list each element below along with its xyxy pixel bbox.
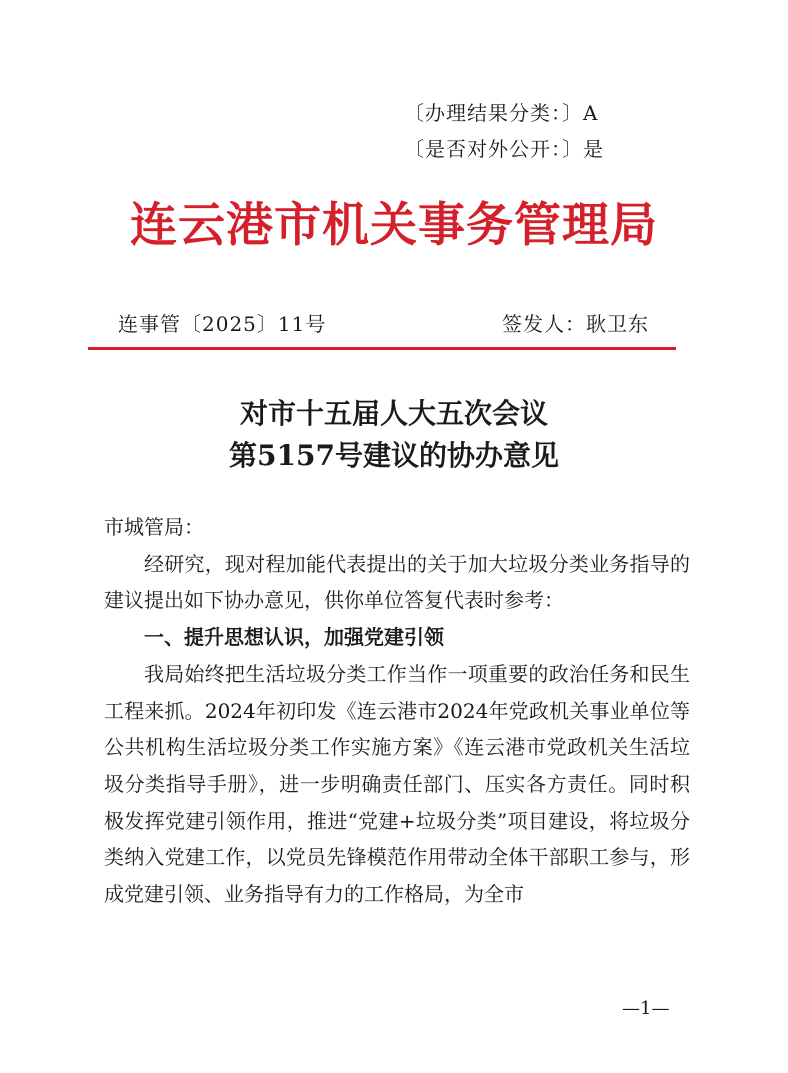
red-divider bbox=[88, 347, 676, 350]
document-title-line-2: 第5157号建议的协办意见 bbox=[229, 439, 559, 472]
document-body bbox=[104, 509, 690, 913]
paragraph-1: 经研究，现对程加能代表提出的关于加大垃圾分类业务指导的建议提出如下协办意见，供你单位答复代表时参考： bbox=[104, 551, 690, 613]
section-heading-1: 一、提升思想认识，加强党建引领 bbox=[144, 625, 444, 650]
signer: 签发人：耿卫东 bbox=[502, 312, 649, 336]
salutation: 市城管局： bbox=[104, 515, 204, 539]
organization-title: 连云港市机关事务管理局 bbox=[130, 198, 658, 253]
paragraph-2: 我局始终把生活垃圾分类工作当作一项重要的政治任务和民生工程来抓。2024年初印发《连云港市2024年党政机关事业单位等公共机构生活垃圾分类工作实施方案》《连云港市党政机关生活垃圾分类指导手册》，进一步明确责任部门、压实各方责任。同时积极发挥党建引领作用，推进“党建+垃圾分类”项目建设，将垃圾分类纳入党建工作，以党员先锋模范作用带动全体干部职工参与，形成党建引领、业务指导有力的工作格局，为全市 bbox=[104, 661, 690, 907]
document-title-line-1: 对市十五届人大五次会议 bbox=[239, 397, 548, 430]
document-number: 连事管〔2025〕11号 bbox=[118, 312, 327, 336]
disclosure-label: 〔是否对外公开：〕是 bbox=[404, 137, 604, 161]
result-category-label: 〔办理结果分类：〕A bbox=[404, 101, 599, 125]
page-number: —1— bbox=[622, 998, 670, 1019]
